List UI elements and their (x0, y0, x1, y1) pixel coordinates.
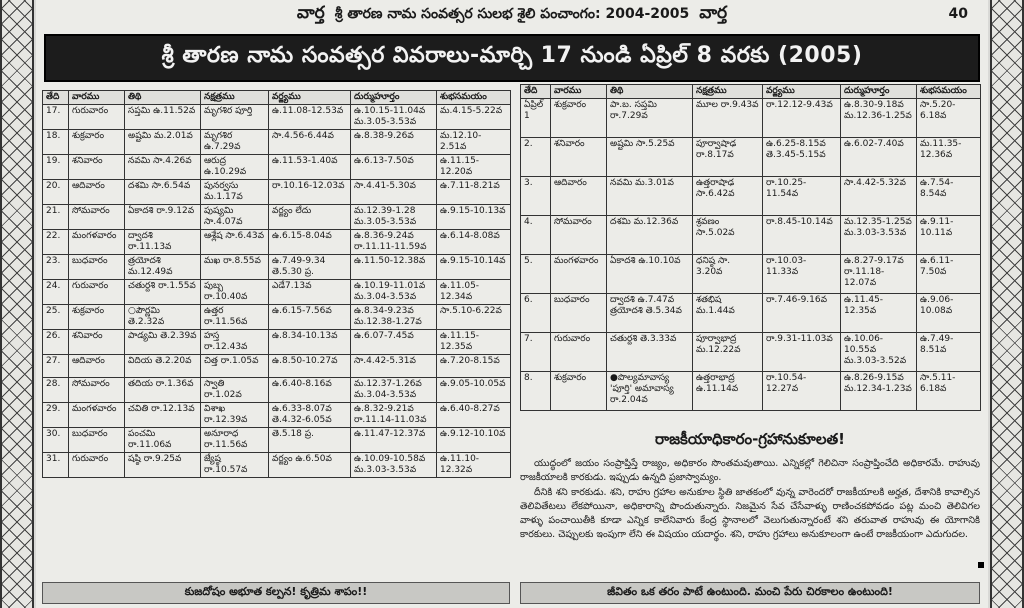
left-decorative-border (0, 0, 34, 608)
table-cell: ఉ.11.15-12.35వ (437, 330, 511, 355)
table-cell: మృగశిర పూర్తి (201, 105, 269, 130)
table-row (43, 105, 511, 130)
table-cell: ఎడే7.13వ (269, 280, 351, 305)
table-row (521, 99, 981, 138)
table-cell: 18. (43, 130, 69, 155)
table-cell: శుక్రవారం (551, 99, 607, 138)
table-row (521, 138, 981, 177)
table-cell: తదియ రా.1.36వ (125, 377, 201, 402)
article-paragraph: దీనికి శని కారకుడు. శని, రాహు గ్రహాల అనుకూల స్థితి జాతకంలో వున్న వారెందరో రాజకీయాలకి అర్హత, దేశానికి కావాల్సిన తెలివితేటలు లేకపోయినా, అధికారాన్ని పొందుతున్నారు. నిజమైన సేవ చేసేవాళ్ళు రాణించకపోవడం పట్ల మంచి తెలివిగల వాళ్ళు పంచాయితీకి కూడా ఎన్నిక కాలేనివారు కేంద్ర స్థానాలలో వెలుగుతున్నారంటే శని తరువాత రాహువు ఈ యోగానికి కారకులు. చెప్పులకు ఇంపుగా లేని ఈ విషయం యదార్థం. శని, రాహు గ్రహాలు అనుకూలంగా ఉంటే రాజకీయంగా ఎదుగుదల. (520, 487, 980, 540)
table-cell: సోమవారం (69, 205, 125, 230)
table-cell: బుధవారం (551, 294, 607, 333)
table-cell: 8. (521, 372, 551, 411)
table-cell: ఉ.10.06-10.55వ మ.3.03-3.52వ (841, 333, 917, 372)
table-cell: మూల రా.9.43వ (693, 99, 763, 138)
table-cell: పునర్వసు మ.1.17వ (201, 180, 269, 205)
table-cell: ఉ.8.34-9.23వ మ.12.38-1.27వ (351, 305, 437, 330)
table-row (43, 205, 511, 230)
table-cell: ఏకాదశి ఉ.10.10వ (607, 255, 693, 294)
table-cell: అష్టమి మ.2.01వ (125, 130, 201, 155)
table-cell: మృగశిర ఉ.7.29వ (201, 130, 269, 155)
table-row (521, 255, 981, 294)
table-cell: ఉ.10.15-11.04వ మ.3.05-3.53వ (351, 105, 437, 130)
table-row (43, 130, 511, 155)
footer-left-caption: కుజదోషం అభూత కల్పన! కృత్రిమ శాపం!! (42, 582, 510, 604)
table-cell: సా.4.56-6.44వ (269, 130, 351, 155)
column-header: నక్షత్రము (201, 91, 269, 105)
table-cell: ఉ.9.11-10.11వ (917, 216, 981, 255)
table-row (521, 372, 981, 411)
header-title: శ్రీ తారణ నామ సంవత్సర సులభ శైలి పంచాంగం: 2004-2005 (334, 5, 690, 22)
table-cell: మ.12.39-1.28 మ.3.05-3.53వ (351, 205, 437, 230)
table-cell: ఉ.8.36-9.24వ రా.11.11-11.59వ (351, 230, 437, 255)
table-cell: పా.బ. సప్తమి రా.7.29వ (607, 99, 693, 138)
table-cell: 23. (43, 255, 69, 280)
table-cell: ఏప్రిల్ 1 (521, 99, 551, 138)
table-cell: ఉ.8.38-9.26వ (351, 130, 437, 155)
table-cell: ఉ.6.25-8.15వ తె.3.45-5.15వ (763, 138, 841, 177)
table-header-row (43, 91, 511, 105)
table-cell: ఉ.9.12-10.10వ (437, 427, 511, 452)
table-cell: సా.4.42-5.32వ (841, 177, 917, 216)
table-row (43, 155, 511, 180)
column-header: తిథి (125, 91, 201, 105)
table-cell: ఆశ్లేష సా.6.43వ (201, 230, 269, 255)
table-cell: రా.9.31-11.03వ (763, 333, 841, 372)
table-cell: ద్వాదశి ఉ.7.47వ త్రయోదశి తె.5.34వ (607, 294, 693, 333)
table-row (521, 294, 981, 333)
table-header-row (521, 85, 981, 99)
table-cell: గురువారం (69, 280, 125, 305)
column-header: తిథి (607, 85, 693, 99)
table-cell: 20. (43, 180, 69, 205)
table-row (521, 216, 981, 255)
table-cell: 22. (43, 230, 69, 255)
table-cell: ●పొల్యమావాస్య 'పూర్తి' అమావాస్య రా.2.04వ (607, 372, 693, 411)
table-cell: 30. (43, 427, 69, 452)
table-cell: 21. (43, 205, 69, 230)
table-cell: ఉ.6.40-8.27వ (437, 402, 511, 427)
table-cell: పుబ్బ రా.10.40వ (201, 280, 269, 305)
table-cell: మ.4.15-5.22వ (437, 105, 511, 130)
table-cell: చతుర్దశి రా.1.55వ (125, 280, 201, 305)
table-cell: శుక్రవారం (69, 305, 125, 330)
table-cell: వర్జ్యం లేదు (269, 205, 351, 230)
table-row (43, 330, 511, 355)
table-cell: సోమవారం (69, 377, 125, 402)
table-cell: ఉ.8.30-9.18వ మ.12.36-1.25వ (841, 99, 917, 138)
table-cell: ఉ.11.50-12.38వ (351, 255, 437, 280)
column-header: శుభసమయం (917, 85, 981, 99)
table-cell: సా.5.20-6.18వ (917, 99, 981, 138)
table-cell: ఉ.9.06-10.08వ (917, 294, 981, 333)
table-cell: శనివారం (69, 155, 125, 180)
table-cell: 17. (43, 105, 69, 130)
table-cell: ఆదివారం (69, 180, 125, 205)
table-row (43, 427, 511, 452)
article-title: రాజకీయాధికారం-గ్రహానుకూలత! (655, 430, 845, 448)
table-cell: మ.12.37-1.26వ మ.3.04-3.53వ (351, 377, 437, 402)
table-cell: ఉ.10.19-11.01వ మ.3.04-3.53వ (351, 280, 437, 305)
panchangam-table-march (42, 90, 511, 478)
table-cell: ఉ.7.20-8.15వ (437, 355, 511, 378)
table-cell: పూర్వాభాద్ర మ.12.22వ (693, 333, 763, 372)
table-cell: పంచమి రా.11.06వ (125, 427, 201, 452)
table-cell: శనివారం (69, 330, 125, 355)
column-header: వారము (69, 91, 125, 105)
table-cell: ఉ.6.14-8.08వ (437, 230, 511, 255)
table-cell: ఉ.6.15-8.04వ (269, 230, 351, 255)
table-cell: ఉ.7.49-8.51వ (917, 333, 981, 372)
table-cell: సా.5.11-6.18వ (917, 372, 981, 411)
table-cell: శతభిష మ.1.44వ (693, 294, 763, 333)
table-cell: ఉ.6.40-8.16వ (269, 377, 351, 402)
panchangam-table-april (520, 84, 981, 411)
table-cell: 31. (43, 452, 69, 477)
table-cell: 28. (43, 377, 69, 402)
table-cell: ఉ.6.13-7.50వ (351, 155, 437, 180)
column-header: దుర్ముహూర్తం (351, 91, 437, 105)
table-cell: పూర్వాషాఢ రా.8.17వ (693, 138, 763, 177)
table-cell: మ.12.35-1.25వ మ.3.03-3.53వ (841, 216, 917, 255)
table-cell: ధనిష్ఠ సా. 3.20వ (693, 255, 763, 294)
table-row (43, 377, 511, 402)
table-cell: గురువారం (69, 452, 125, 477)
table-cell: వర్జ్యం ఉ.6.50వ (269, 452, 351, 477)
table-cell: రా.10.03-11.33వ (763, 255, 841, 294)
table-cell: 3. (521, 177, 551, 216)
vaartha-logo-right: వార్త (699, 3, 728, 23)
table-cell: చిత్త రా.1.05వ (201, 355, 269, 378)
table-cell: మ.12.10-2.51వ (437, 130, 511, 155)
table-row (43, 305, 511, 330)
table-cell: ఉ.7.54-8.54వ (917, 177, 981, 216)
column-header: తేది (521, 85, 551, 99)
table-cell: చతుర్దశి తె.3.33వ (607, 333, 693, 372)
table-cell: ఆరుద్ర ఉ.10.29వ (201, 155, 269, 180)
table-row (521, 333, 981, 372)
table-cell: త్రయోదశి మ.12.49వ (125, 255, 201, 280)
table-cell: మంగళవారం (551, 255, 607, 294)
table-row (43, 280, 511, 305)
table-cell: ద్వాదశి రా.11.13వ (125, 230, 201, 255)
column-header: వారము (551, 85, 607, 99)
table-cell: మంగళవారం (69, 230, 125, 255)
table-cell: స్వాతి రా.1.02వ (201, 377, 269, 402)
footer-right-caption: జీవితం ఒక తరం పాటే ఉంటుంది. మంచి పేరు చిరకాలం ఉంటుంది! (520, 582, 980, 604)
table-cell: ○పౌర్ణమి తె.2.32వ (125, 305, 201, 330)
table-cell: చవితి రా.12.13వ (125, 402, 201, 427)
table-cell: సోమవారం (551, 216, 607, 255)
table-cell: దశమి సా.6.54వ (125, 180, 201, 205)
table-cell: ఉత్తర రా.11.56వ (201, 305, 269, 330)
table-cell: పుష్యమి సా.4.07వ (201, 205, 269, 230)
table-cell: జ్యేష్ఠ రా.10.57వ (201, 452, 269, 477)
page-header (36, 0, 988, 30)
column-header: వర్జ్యము (269, 91, 351, 105)
table-cell: మ.11.35-12.36వ (917, 138, 981, 177)
table-cell: దశమి మ.12.36వ (607, 216, 693, 255)
table-cell: గురువారం (69, 105, 125, 130)
article-political-power (520, 430, 980, 543)
table-cell: 27. (43, 355, 69, 378)
table-row (43, 402, 511, 427)
table-cell: రా.7.46-9.16వ (763, 294, 841, 333)
table-cell: అనూరాధ రా.11.56వ (201, 427, 269, 452)
table-cell: ఉ.11.47-12.37వ (351, 427, 437, 452)
table-cell: శుక్రవారం (69, 130, 125, 155)
table-cell: ఉ.11.05-12.34వ (437, 280, 511, 305)
table-cell: రా.10.16-12.03వ (269, 180, 351, 205)
table-cell: సా.4.41-5.30వ (351, 180, 437, 205)
article-paragraph: యుద్ధంలో జయం సంప్రాప్తిస్తే రాజ్యం, అధికారం సొంతమవుతాయి. ఎన్నికల్లో గెలిచినా సంప్రాప్తించేది అధికారమే. రాహువు రాజకీయాలకి కారకుడు. ఇప్పుడు ఉన్నది ప్రజాస్వామ్యం. (520, 458, 980, 483)
column-header: వర్జ్యము (763, 85, 841, 99)
right-decorative-border (990, 0, 1024, 608)
table-cell: 24. (43, 280, 69, 305)
table-cell: 19. (43, 155, 69, 180)
table-cell: సా.4.42-5.31వ (351, 355, 437, 378)
table-cell: ఉ.11.45-12.35వ (841, 294, 917, 333)
table-row (43, 355, 511, 378)
table-cell: ఉ.6.07-7.45వ (351, 330, 437, 355)
table-cell: 25. (43, 305, 69, 330)
end-mark (978, 562, 984, 568)
table-cell: 2. (521, 138, 551, 177)
page-number: 40 (948, 6, 968, 22)
table-cell: రా.12.12-9.43వ (763, 99, 841, 138)
table-cell: ఆదివారం (69, 355, 125, 378)
table-row (43, 180, 511, 205)
table-cell: నవమి సా.4.26వ (125, 155, 201, 180)
column-header: తేది (43, 91, 69, 105)
table-row (43, 452, 511, 477)
table-cell: విదియ తె.2.20వ (125, 355, 201, 378)
table-body (43, 105, 511, 478)
table-cell: 29. (43, 402, 69, 427)
table-row (43, 230, 511, 255)
table-cell: విశాఖ రా.12.39వ (201, 402, 269, 427)
table-cell: ఉత్తరాభాద్ర ఉ.11.14వ (693, 372, 763, 411)
table-cell: ఉ.11.15-12.20వ (437, 155, 511, 180)
table-cell: మంగళవారం (69, 402, 125, 427)
table-cell: హస్త రా.12.43వ (201, 330, 269, 355)
table-cell: తె.5.18 ప్ర. (269, 427, 351, 452)
table-cell: ఉ.7.49-9.34 తె.5.30 ప్ర. (269, 255, 351, 280)
table-row (43, 255, 511, 280)
table-cell: 5. (521, 255, 551, 294)
table-cell: ఉ.10.09-10.58వ మ.3.03-3.53వ (351, 452, 437, 477)
table-cell: ఉ.8.50-10.27వ (269, 355, 351, 378)
banner-title: శ్రీ తారణ నామ సంవత్సర వివరాలు-మార్చి 17 నుండి ఏప్రిల్ 8 వరకు (2005) (44, 34, 980, 82)
table-row (521, 177, 981, 216)
vaartha-logo-left: వార్త (296, 3, 325, 23)
table-cell: ఉ.11.10-12.32వ (437, 452, 511, 477)
table-cell: 7. (521, 333, 551, 372)
table-cell: ఉ.8.32-9.21వ రా.11.14-11.03వ (351, 402, 437, 427)
newspaper-page (36, 0, 988, 608)
table-cell: ఉ.6.15-7.56వ (269, 305, 351, 330)
table-cell: ఉ.11.08-12.53వ (269, 105, 351, 130)
table-cell: షష్ఠి రా.9.25వ (125, 452, 201, 477)
table-cell: బుధవారం (69, 427, 125, 452)
table-cell: రా.10.54-12.27వ (763, 372, 841, 411)
table-cell: ఉ.9.05-10.05వ (437, 377, 511, 402)
table-cell: ఉ.11.53-1.40వ (269, 155, 351, 180)
column-header: నక్షత్రము (693, 85, 763, 99)
table-cell: ఉ.9.15-10.13వ (437, 205, 511, 230)
table-cell: ఉ.8.26-9.15వ మ.12.34-1.23వ (841, 372, 917, 411)
table-cell: సా.5.10-6.22వ (437, 305, 511, 330)
table-cell: మఖ రా.8.55వ (201, 255, 269, 280)
table-cell: 6. (521, 294, 551, 333)
table-cell: ఉ.6.11-7.50వ (917, 255, 981, 294)
table-cell: అష్టమి సా.5.25వ (607, 138, 693, 177)
table-cell: ఉ.7.11-8.21వ (437, 180, 511, 205)
table-cell: రా.10.25-11.54వ (763, 177, 841, 216)
table-cell: పాడ్యమి తె.2.39వ (125, 330, 201, 355)
table-cell: బుధవారం (69, 255, 125, 280)
table-cell: ఉత్తరాషాఢ సా.6.42వ (693, 177, 763, 216)
table-cell: శనివారం (551, 138, 607, 177)
column-header: శుభసమయం (437, 91, 511, 105)
table-cell: శ్రవణం సా.5.02వ (693, 216, 763, 255)
table-cell: ఉ.6.02-7.40వ (841, 138, 917, 177)
table-cell: సప్తమి ఉ.11.52వ (125, 105, 201, 130)
table-cell: ఏకాదశి రా.9.12వ (125, 205, 201, 230)
table-cell: 4. (521, 216, 551, 255)
table-cell: ఉ.6.33-8.07వ తె.4.32-6.05వ (269, 402, 351, 427)
table-cell: ఉ.8.34-10.13వ (269, 330, 351, 355)
column-header: దుర్ముహూర్తం (841, 85, 917, 99)
table-cell: ఉ.9.15-10.14వ (437, 255, 511, 280)
table-cell: ఉ.8.27-9.17వ రా.11.18-12.07వ (841, 255, 917, 294)
table-cell: 26. (43, 330, 69, 355)
table-cell: ఆదివారం (551, 177, 607, 216)
table-cell: శుక్రవారం (551, 372, 607, 411)
table-cell: గురువారం (551, 333, 607, 372)
table-body (521, 99, 981, 411)
table-cell: రా.8.45-10.14వ (763, 216, 841, 255)
table-cell: నవమి మ.3.01వ (607, 177, 693, 216)
